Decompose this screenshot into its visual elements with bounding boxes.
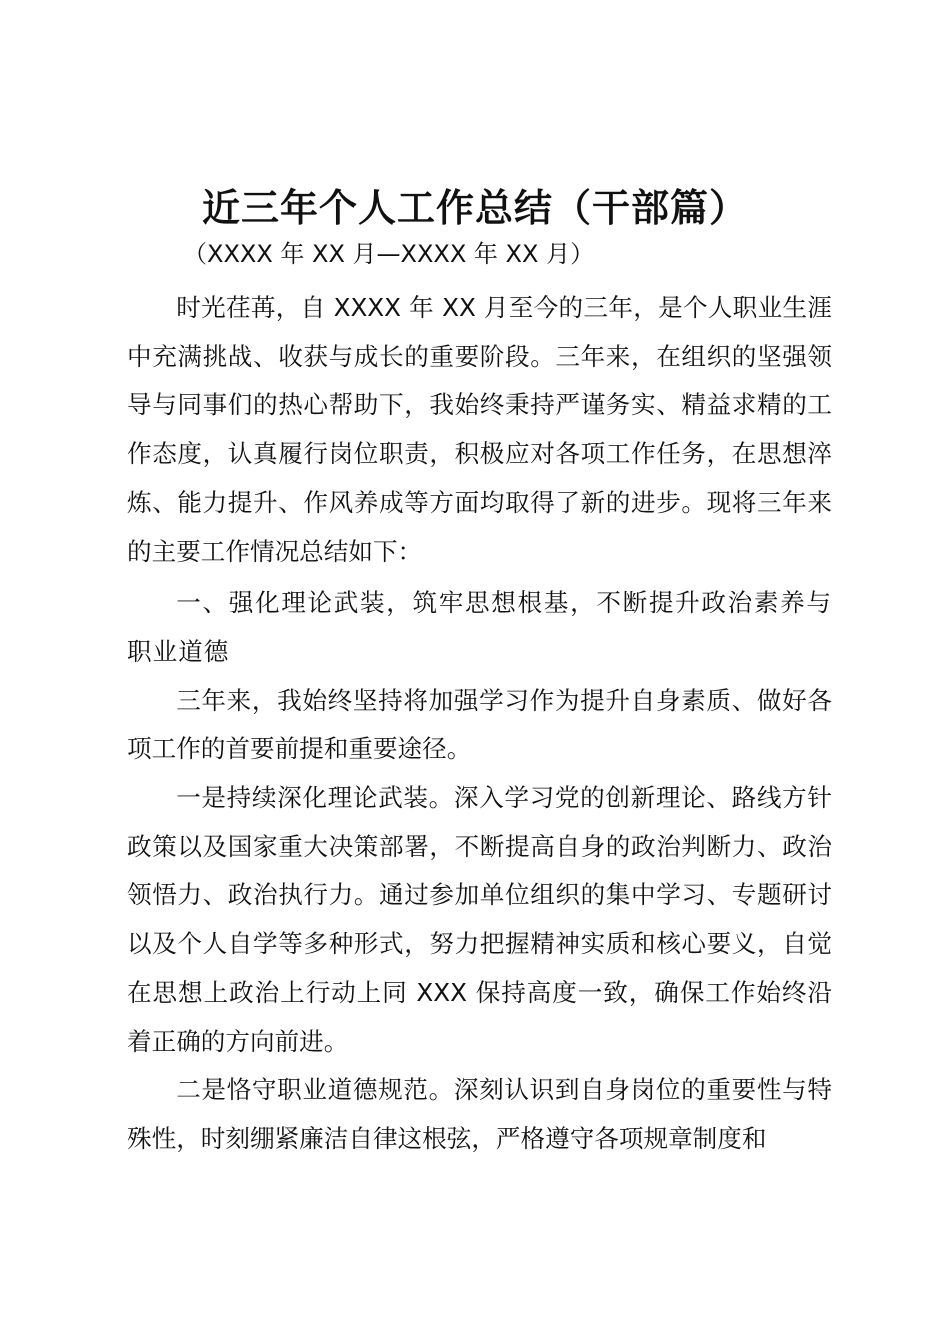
intro-paragraph: 时光荏苒，自 XXXX 年 XX 月至今的三年，是个人职业生涯中充满挑战、收获与成长的重要阶段。三年来，在组织的坚强领导与同事们的热心帮助下，我始终秉持严谨务实、精益求精的工作态度，认真履行岗位职责，积极应对各项工作任务，在思想淬炼、能力提升、作风养成等方面均取得了新的进步。现将三年来的主要工作情况总结如下： [127, 293, 832, 566]
point-two-paragraph: 二是恪守职业道德规范。深刻认识到自身岗位的重要性与特殊性，时刻绷紧廉洁自律这根弦，严格遵守各项规章制度和 [127, 1075, 832, 1153]
document-title: 近三年个人工作总结（干部篇） [201, 185, 748, 230]
document-subtitle: （XXXX 年 XX 月—XXXX 年 XX 月） [183, 240, 595, 268]
point-one-paragraph: 一是持续深化理论武装。深入学习党的创新理论、路线方针政策以及国家重大决策部署，不断提高自身的政治判断力、政治领悟力、政治执行力。通过参加单位组织的集中学习、专题研讨以及个人自学等多种形式，努力把握精神实质和核心要义，自觉在思想上政治上行动上同 XXX 保持高度一致，确保工作始终沿着正确的方向前进。 [127, 783, 832, 1056]
section-intro-paragraph: 三年来，我始终坚持将加强学习作为提升自身素质、做好各项工作的首要前提和重要途径。 [127, 685, 832, 764]
section-heading: 一、强化理论武装，筑牢思想根基，不断提升政治素养与职业道德 [127, 588, 832, 666]
document-body [127, 284, 832, 1164]
